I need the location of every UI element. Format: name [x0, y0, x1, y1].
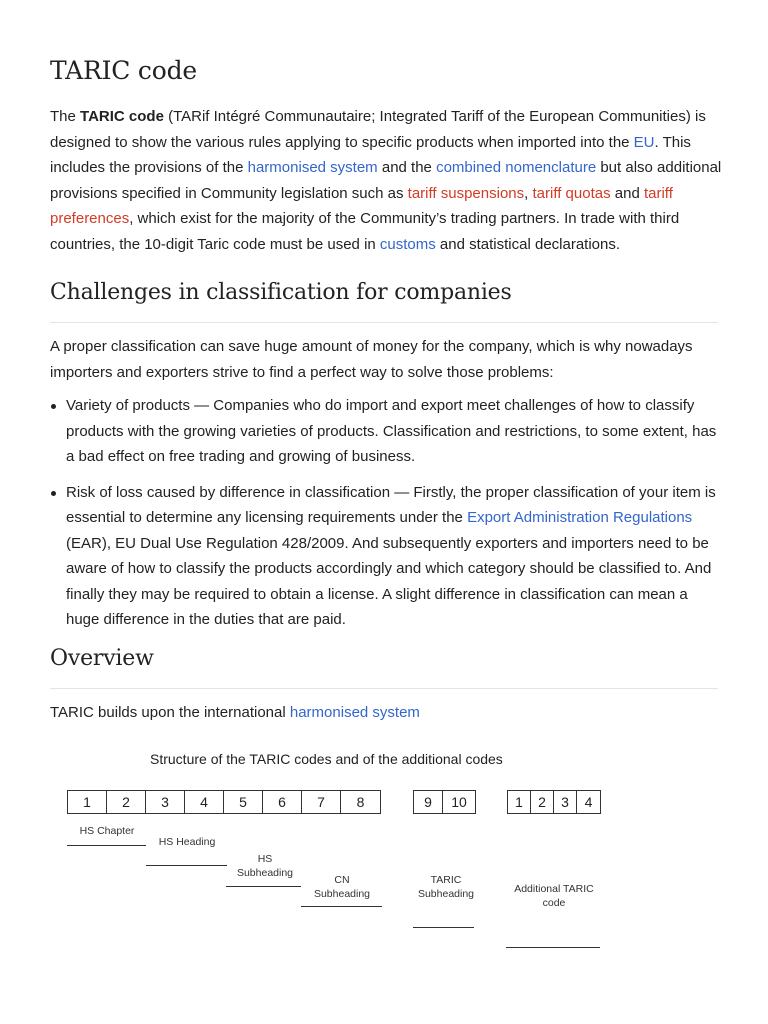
intro-text: and statistical declarations. — [435, 235, 621, 253]
cn-digit-boxes — [67, 790, 381, 814]
harmonised-system-link[interactable]: harmonised system — [289, 704, 420, 721]
tariff-quotas-link[interactable]: tariff quotas — [532, 184, 611, 202]
digit-box: 4 — [185, 791, 224, 813]
label-line: code — [542, 897, 566, 909]
label-line: Subheading — [236, 867, 294, 879]
page-title: TARIC code — [50, 56, 197, 85]
label-line: HS — [257, 853, 273, 865]
additional-taric-code-label — [504, 882, 604, 910]
digit-box: 4 — [584, 794, 593, 810]
intro-text: The — [50, 108, 81, 125]
section-divider — [50, 688, 718, 689]
tariff-preferences-link[interactable]: tariff preferences — [50, 184, 673, 227]
taric-structure-diagram — [60, 748, 620, 958]
digit-box: 10 — [451, 794, 467, 810]
overview-paragraph — [50, 700, 722, 726]
digit-box: 9 — [414, 791, 443, 813]
hs-subheading-label — [226, 852, 304, 880]
underline — [226, 886, 301, 887]
list-item — [50, 480, 722, 633]
overview-heading: Overview — [50, 646, 154, 671]
intro-text: but also additional provisions specified in Community legislation such as — [50, 159, 722, 202]
list-item-text: (EAR), EU Dual Use Regulation 428/2009. And subsequently exporters and importers need to be aware of how to classify the products accordingly and which category should be classified to. And finally they may be required to obtain a license. A slight difference in classification can mean a huge difference in the duties that are paid. — [66, 534, 712, 628]
additional-code-boxes — [507, 790, 601, 814]
section-divider — [50, 322, 718, 323]
digit-box: 6 — [263, 791, 302, 813]
customs-link[interactable]: customs — [379, 235, 436, 253]
hs-chapter-label: HS Chapter — [79, 825, 135, 837]
label-line: Subheading — [313, 888, 371, 900]
intro-text: . This includes the provisions of the — [50, 133, 691, 176]
digit-box: 1 — [508, 791, 531, 813]
overview-text: TARIC builds upon the international — [50, 704, 290, 721]
intro-text: and the — [377, 159, 437, 176]
digit-box: 3 — [554, 791, 577, 813]
eu-link[interactable]: EU — [633, 133, 655, 151]
underline — [413, 927, 474, 928]
hs-heading-label: HS Heading — [158, 836, 216, 848]
underline — [67, 845, 146, 846]
harmonised-system-link[interactable]: harmonised system — [247, 159, 378, 176]
intro-text: , which exist for the majority of the Community’s trading partners. In trade with third countries, the 10-digit Taric code must be used in — [50, 210, 680, 253]
label-line: CN — [334, 874, 350, 886]
taric-subheading-label — [408, 873, 484, 901]
digit-box: 8 — [356, 794, 365, 810]
label-line: TARIC — [430, 874, 462, 886]
digit-box: 2 — [107, 791, 146, 813]
diagram-title: Structure of the TARIC codes and of the additional codes — [150, 751, 503, 767]
digit-box: 7 — [302, 791, 341, 813]
digit-box: 1 — [68, 791, 107, 813]
underline — [506, 947, 600, 948]
list-item-text: Risk of loss caused by difference in classification — Firstly, the proper classification of your item is essential to determine any licensing requirements under the — [66, 483, 716, 526]
export-administration-regulations-link[interactable]: Export Administration Regulations — [467, 509, 693, 526]
tariff-suspensions-link[interactable]: tariff suspensions — [407, 184, 525, 202]
combined-nomenclature-link[interactable]: combined nomenclature — [436, 159, 597, 176]
digit-box: 5 — [224, 791, 263, 813]
underline — [301, 906, 382, 907]
list-item: Variety of products — Companies who do import and export meet challenges of how to classify products with the growing varieties of products. Classification and restrictions, to some extent, has a bad effect on free trading and growing of business. — [50, 393, 722, 470]
challenges-heading: Challenges in classification for companies — [50, 280, 512, 305]
label-line: Subheading — [417, 888, 475, 900]
intro-paragraph — [50, 104, 722, 257]
intro-text: , — [524, 184, 533, 202]
intro-bold-term: TARIC code — [80, 108, 164, 125]
intro-text: (TARif Intégré Communautaire; Integrated Tariff of the European Communities) is designed to show the various rules applying to specific products when imported into the — [50, 108, 706, 151]
taric-digit-boxes — [413, 790, 476, 814]
label-line: Additional TARIC — [514, 883, 594, 895]
underline — [146, 865, 227, 866]
challenges-paragraph: A proper classification can save huge amount of money for the company, which is why nowadays importers and exporters strive to find a perfect way to solve those problems: — [50, 338, 693, 381]
cn-subheading-label — [302, 873, 382, 901]
challenges-list — [50, 393, 722, 633]
digit-box: 2 — [531, 791, 554, 813]
digit-box: 3 — [146, 791, 185, 813]
intro-text: and — [610, 184, 644, 202]
